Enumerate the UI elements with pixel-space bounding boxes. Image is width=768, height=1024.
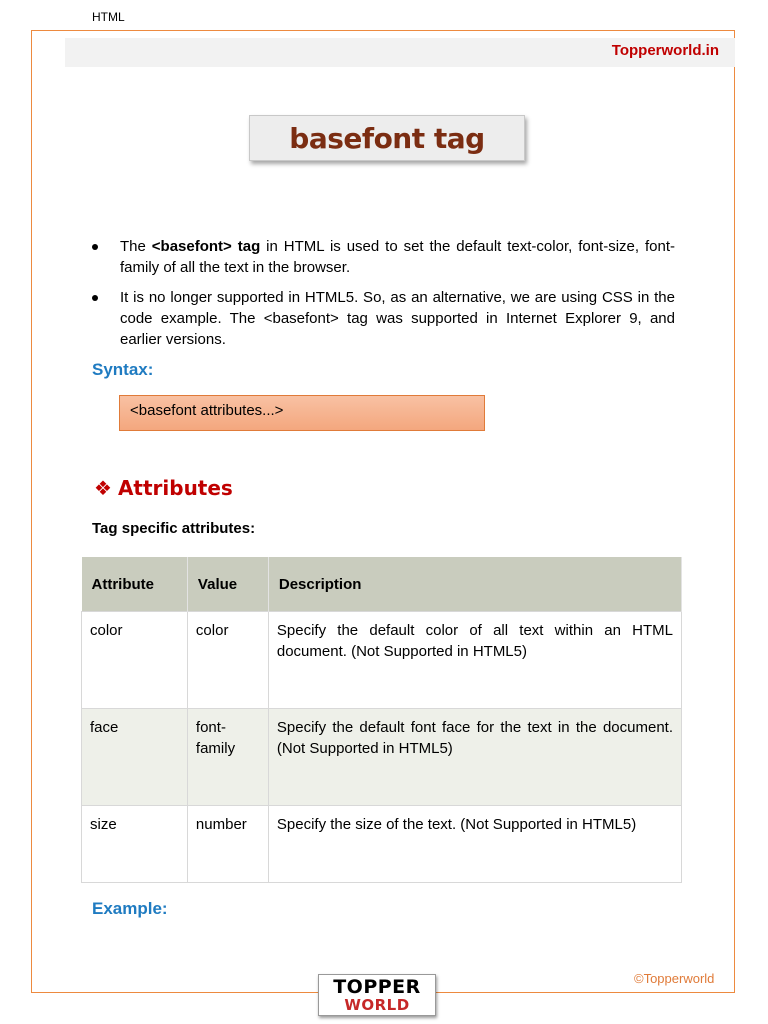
attributes-heading	[94, 476, 233, 500]
cell-description: Specify the default color of all text within an HTML document. (Not Supported in HTML5)	[268, 612, 681, 709]
cell-value: number	[187, 806, 268, 883]
logo-text-top: TOPPER	[333, 976, 421, 998]
table-row	[82, 806, 682, 883]
cell-description: Specify the size of the text. (Not Supported in HTML5)	[268, 806, 681, 883]
column-header-description: Description	[268, 557, 681, 612]
column-header-value: Value	[187, 557, 268, 612]
bullet-icon	[92, 244, 98, 250]
cell-description: Specify the default font face for the text in the document. (Not Supported in HTML5)	[268, 709, 681, 806]
table-row	[82, 709, 682, 806]
title-box	[249, 115, 525, 161]
cell-attribute: size	[82, 806, 188, 883]
bullet-icon	[92, 295, 98, 301]
cell-attribute: color	[82, 612, 188, 709]
page-title: basefont tag	[289, 121, 485, 155]
document-header-label: HTML	[92, 10, 125, 24]
syntax-code-box	[119, 395, 485, 431]
table-header-row	[82, 557, 682, 612]
bullet-text: It is no longer supported in HTML5. So, as an alternative, we are using CSS in the code example. The <basefont> tag was supported in Internet Explorer 9, and earlier versions.	[120, 289, 675, 348]
cell-value: color	[187, 612, 268, 709]
bullet-text-prefix: The	[120, 238, 152, 255]
diamond-bullet-icon: ❖	[94, 476, 112, 500]
brand-name: Topperworld.in	[611, 42, 719, 59]
bullet-text-bold: <basefont> tag	[151, 238, 261, 255]
bullet-item	[92, 287, 675, 350]
table-row	[82, 612, 682, 709]
copyright-text: ©Topperworld	[634, 971, 715, 986]
example-heading: Example:	[92, 899, 168, 918]
attributes-heading-text: Attributes	[117, 476, 233, 500]
syntax-heading: Syntax:	[92, 360, 154, 379]
topperworld-logo	[318, 974, 436, 1016]
logo-text-bottom: WORLD	[344, 996, 410, 1014]
header-band	[65, 38, 735, 67]
bullet-item	[92, 236, 675, 278]
column-header-attribute: Attribute	[82, 557, 188, 612]
tag-specific-subheading: Tag specific attributes:	[92, 520, 256, 537]
cell-attribute: face	[82, 709, 188, 806]
cell-value: font-family	[187, 709, 268, 806]
attributes-table	[81, 557, 682, 883]
bullet-text-rest: in HTML is used to set the default text-color, font-size, font-family of all the text in the browser.	[120, 238, 675, 276]
bullet-list	[92, 236, 675, 359]
syntax-code: <basefont attributes...>	[130, 402, 284, 419]
